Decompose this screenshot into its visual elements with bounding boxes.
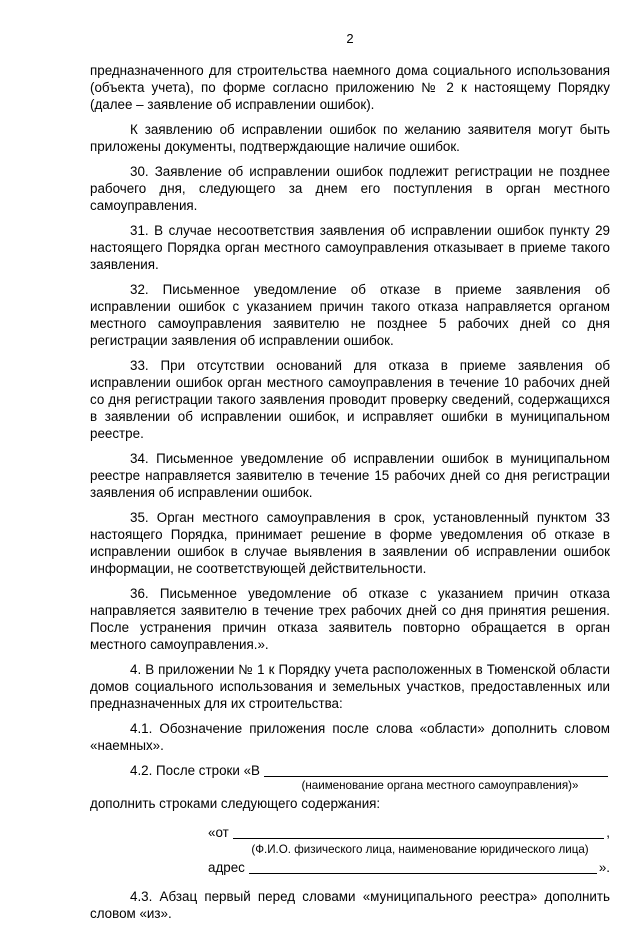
authority-name-caption: (наименование органа местного самоуправления)»	[301, 779, 579, 792]
paragraph-attachments: К заявлению об исправлении ошибок по желанию заявителя могут быть приложены документы, подтверждающие наличие ошибок.	[90, 122, 610, 154]
authority-name-blank	[264, 762, 608, 777]
from-line	[90, 824, 610, 841]
address-line	[90, 859, 610, 876]
paragraph-33: 33. При отсутствии оснований для отказа в приеме заявления об исправлении ошибок орган местного самоуправления в течение 10 рабочих дней со дня регистрации такого заявления проводит проверку сведений, содержащихся в заявлении об исправлении ошибок, и исправляет ошибки в муниципальном реестре.	[90, 358, 610, 441]
address-prefix: адрес	[208, 860, 245, 875]
paragraph-35: 35. Орган местного самоуправления в срок, установленный пунктом 33 настоящего Порядка, принимает решение в форме уведомления об отказе в исправлении ошибок в случае выявления в заявлении об исправлении ошибок информации, не соответствующей действительности.	[90, 510, 610, 576]
paragraph-34: 34. Письменное уведомление об исправлении ошибок в муниципальном реестре направляется заявителю в течение 15 рабочих дней со дня регистрации заявления об исправлении ошибок.	[90, 451, 610, 500]
from-blank	[233, 824, 605, 839]
from-prefix: «от	[208, 825, 229, 840]
paragraph-31: 31. В случае несоответствия заявления об исправлении ошибок пункту 29 настоящего Порядка орган местного самоуправления отказывает в приеме такого заявления.	[90, 223, 610, 272]
page-number: 2	[346, 31, 354, 46]
paragraph-item-4-1: 4.1. Обозначение приложения после слова «области» дополнить словом «наемных».	[90, 721, 610, 753]
item-4-2-line	[90, 762, 610, 779]
paragraph-item-4-3: 4.3. Абзац первый перед словами «муниципального реестра» дополнить словом «из».	[90, 889, 610, 921]
address-suffix: ».	[598, 860, 610, 875]
paragraph-36: 36. Письменное уведомление об отказе с указанием причин отказа направляется заявителю в течение трех рабочих дней со дня принятия решения. После устранения причин отказа заявитель повторно обращается в орган местного самоуправления.».	[90, 586, 610, 652]
address-blank	[249, 859, 597, 874]
item-4-2-prefix: 4.2. После строки «В	[130, 763, 260, 778]
paragraph-32: 32. Письменное уведомление об отказе в приеме заявления об исправлении ошибок с указанием причин такого отказа направляется органом местного самоуправления заявителю не позднее 5 рабочих дней со дня регистрации заявления об исправлении ошибок.	[90, 282, 610, 348]
from-suffix: ,	[606, 825, 610, 840]
from-caption: (Ф.И.О. физического лица, наименование юридического лица)	[251, 843, 589, 856]
item-4-2-continuation: дополнить строками следующего содержания:	[90, 796, 381, 811]
document-page	[90, 30, 610, 930]
paragraph-item-4: 4. В приложении № 1 к Порядку учета расположенных в Тюменской области домов социального использования и земельных участков, предоставленных или предназначенных для их строительства:	[90, 662, 610, 711]
paragraph-30: 30. Заявление об исправлении ошибок подлежит регистрации не позднее рабочего дня, следующего за днем его поступления в орган местного самоуправления.	[90, 164, 610, 213]
paragraph-continuation: предназначенного для строительства наемного дома социального использования (объекта учета), по форме согласно приложению № 2 к настоящему Порядку (далее – заявление об исправлении ошибок).	[90, 63, 610, 112]
